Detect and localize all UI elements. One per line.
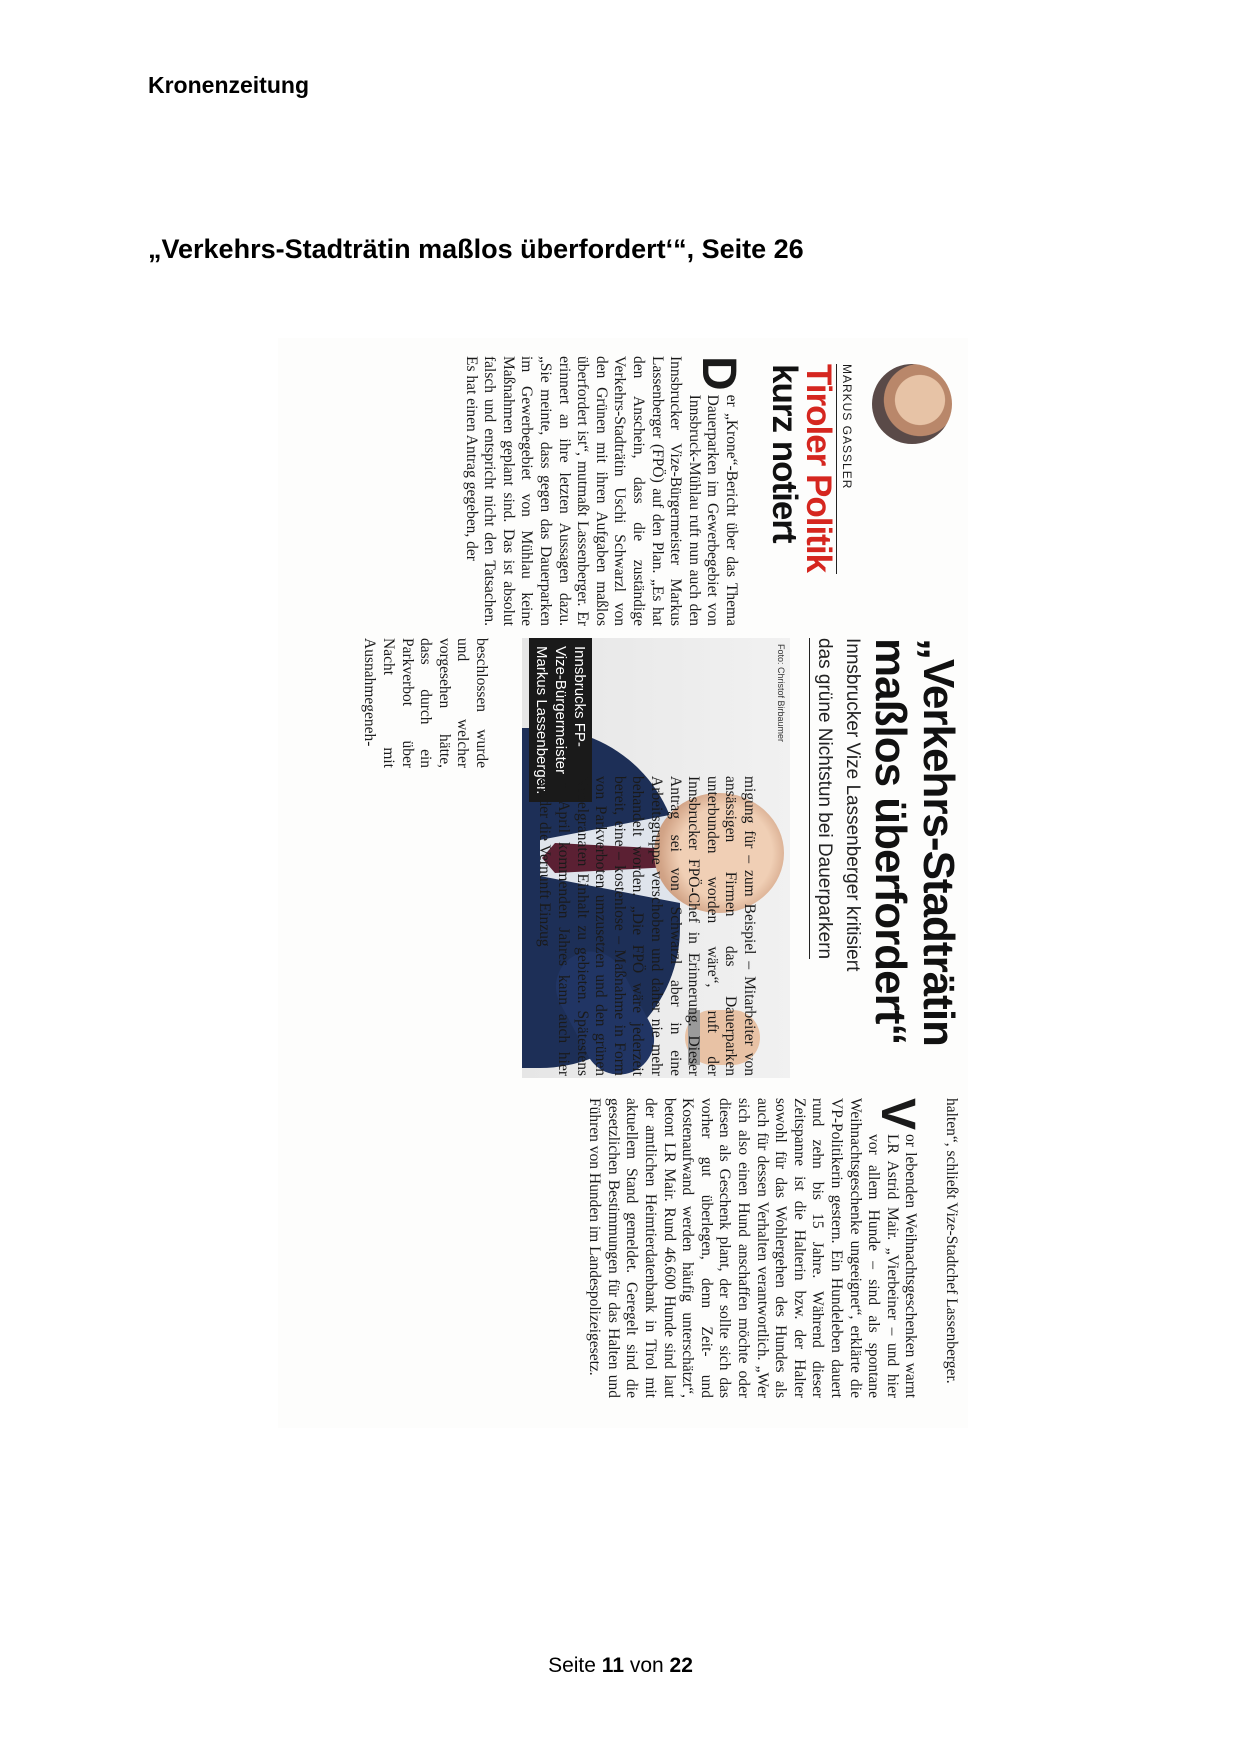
headline-line2: maßlos überfordert“ [866, 638, 915, 1045]
body-column-2-text: beschlossen wurde und welcher vorgesehen hätte, dass durch ein Parkverbot über Nacht mit Ausnahmegeneh- [361, 638, 490, 768]
columnist-avatar [872, 364, 952, 444]
body-column-4-text: or lebenden Weihnachtsgeschenken warnt LR Astrid Mair. „Vierbeiner – und hier vor allem Hunde – sind als spontane Weihnachtsgeschenke ungeeignet“, erklärte die VP-Politikerin gestern. Ein Hundeleben dauert rund zehn bis 15 Jahre. Während dieser Zeitspanne ist die Halterin bzw. der Halter sowohl für das Wohlergehen des Hundes als auch für dessen Verhalten verantwortlich. „Wer sich also einen Hund anschaffen möchte oder diesen als Geschenk plant, der sollte sich das vorher gut überlegen, denn Zeit- und Kostenaufwand werden häufig unterschätzt“, betont LR Mair. Rund 46.600 Hunde sind laut der amtlichen Heimtierdatenbank in Tirol mit aktuellem Stand gemeldet. Geregelt sind die gesetzlichen Bestimmungen für das Halten und Führen von Hunden im Landespolizeigesetz. [586, 1098, 920, 1398]
body-column-3 [535, 776, 758, 1076]
dropcap-d: D [692, 356, 745, 391]
subheadline-line2: das grüne Nichtstun bei Dauerparkern [809, 638, 838, 959]
body-column-1-text: er „Krone“-Bericht über das Thema Dauerparken im Gewerbegebiet von Innsbruck-Mühlau ruft nun auch den Innsbrucker Vize-Bürgermeister Markus Lassenberger (FPÖ) auf den Plan. „Es hat den Anschein, dass die zuständige Verkehrs-Stadträtin Uschi Schwarzl von den Grünen mit ihren Aufgaben maßlos überfordert ist“, mutmaßt Lassenberger. Er erinnert an ihre letzten Aussagen dazu. „Sie meinte, dass gegen das Dauerparken im Gewerbegebiet von Mühlau keine Maßnahmen geplant sind. Das ist absolut falsch und entspricht nicht den Tatsachen. Es hat einen Antrag gegeben, der [462, 356, 740, 626]
dropcap-v: V [871, 1098, 925, 1131]
column-title-line1: Tiroler Politik [799, 364, 838, 573]
total-pages: 22 [669, 1654, 693, 1677]
article-headline [809, 638, 962, 1058]
columnist-box [767, 356, 962, 601]
newspaper-clipping [278, 338, 968, 1428]
body-column-1 [461, 356, 745, 626]
column-title-line2: kurz notiert [765, 364, 804, 543]
body-column-2 [360, 638, 490, 768]
headline-line1: „Verkehrs-Stadträtin [914, 638, 963, 1046]
page-footer [0, 1654, 1241, 1678]
current-page-number: 11 [601, 1654, 624, 1677]
columnist-name: MARKUS GASSLER [836, 364, 854, 574]
subheadline-line1: Innsbrucker Vize Lassenberger kritisiert [842, 638, 863, 972]
body-column-3-text: migung für – zum Beispiel – Mitarbeiter von ansässigen Firmen das Dauerparken unterbunden worden wäre“, ruft der Innsbrucker FPÖ-Chef in Erinnerung. Dieser Antrag sei von Schwarzl aber in eine Arbeitsgruppe verschoben und daher nie mehr behandelt worden. „Die FPÖ wäre jederzeit bereit, eine – kostenlose – Maßnahme in Form von Parkverboten umzusetzen und den grünen Nebelgranaten Einhalt zu gebieten. Spätestens im April kommenden Jahres kann auch hier wieder die Vernunft Einzug [536, 776, 758, 1076]
clipping-content [278, 338, 968, 1428]
caption-line1: Innsbrucks FP- [571, 646, 588, 747]
footer-prefix: Seite [548, 1654, 596, 1677]
photo-credit: Foto: Christof Birbaumer [776, 644, 786, 743]
caption-line2: Vize-Bürgermeister [552, 646, 569, 775]
caption-line3: Markus Lassenberger. [533, 646, 550, 795]
footer-middle: von [629, 1654, 664, 1677]
publication-name: Kronenzeitung [148, 72, 309, 98]
document-title: „Verkehrs-Stadträtin maßlos überfordert‘“, Seite 26 [148, 234, 804, 264]
body-column-4 [585, 1098, 960, 1398]
body-column-4-tail: halten“, schließt Vize-Stadtchef Lassenberger. [943, 1098, 960, 1384]
